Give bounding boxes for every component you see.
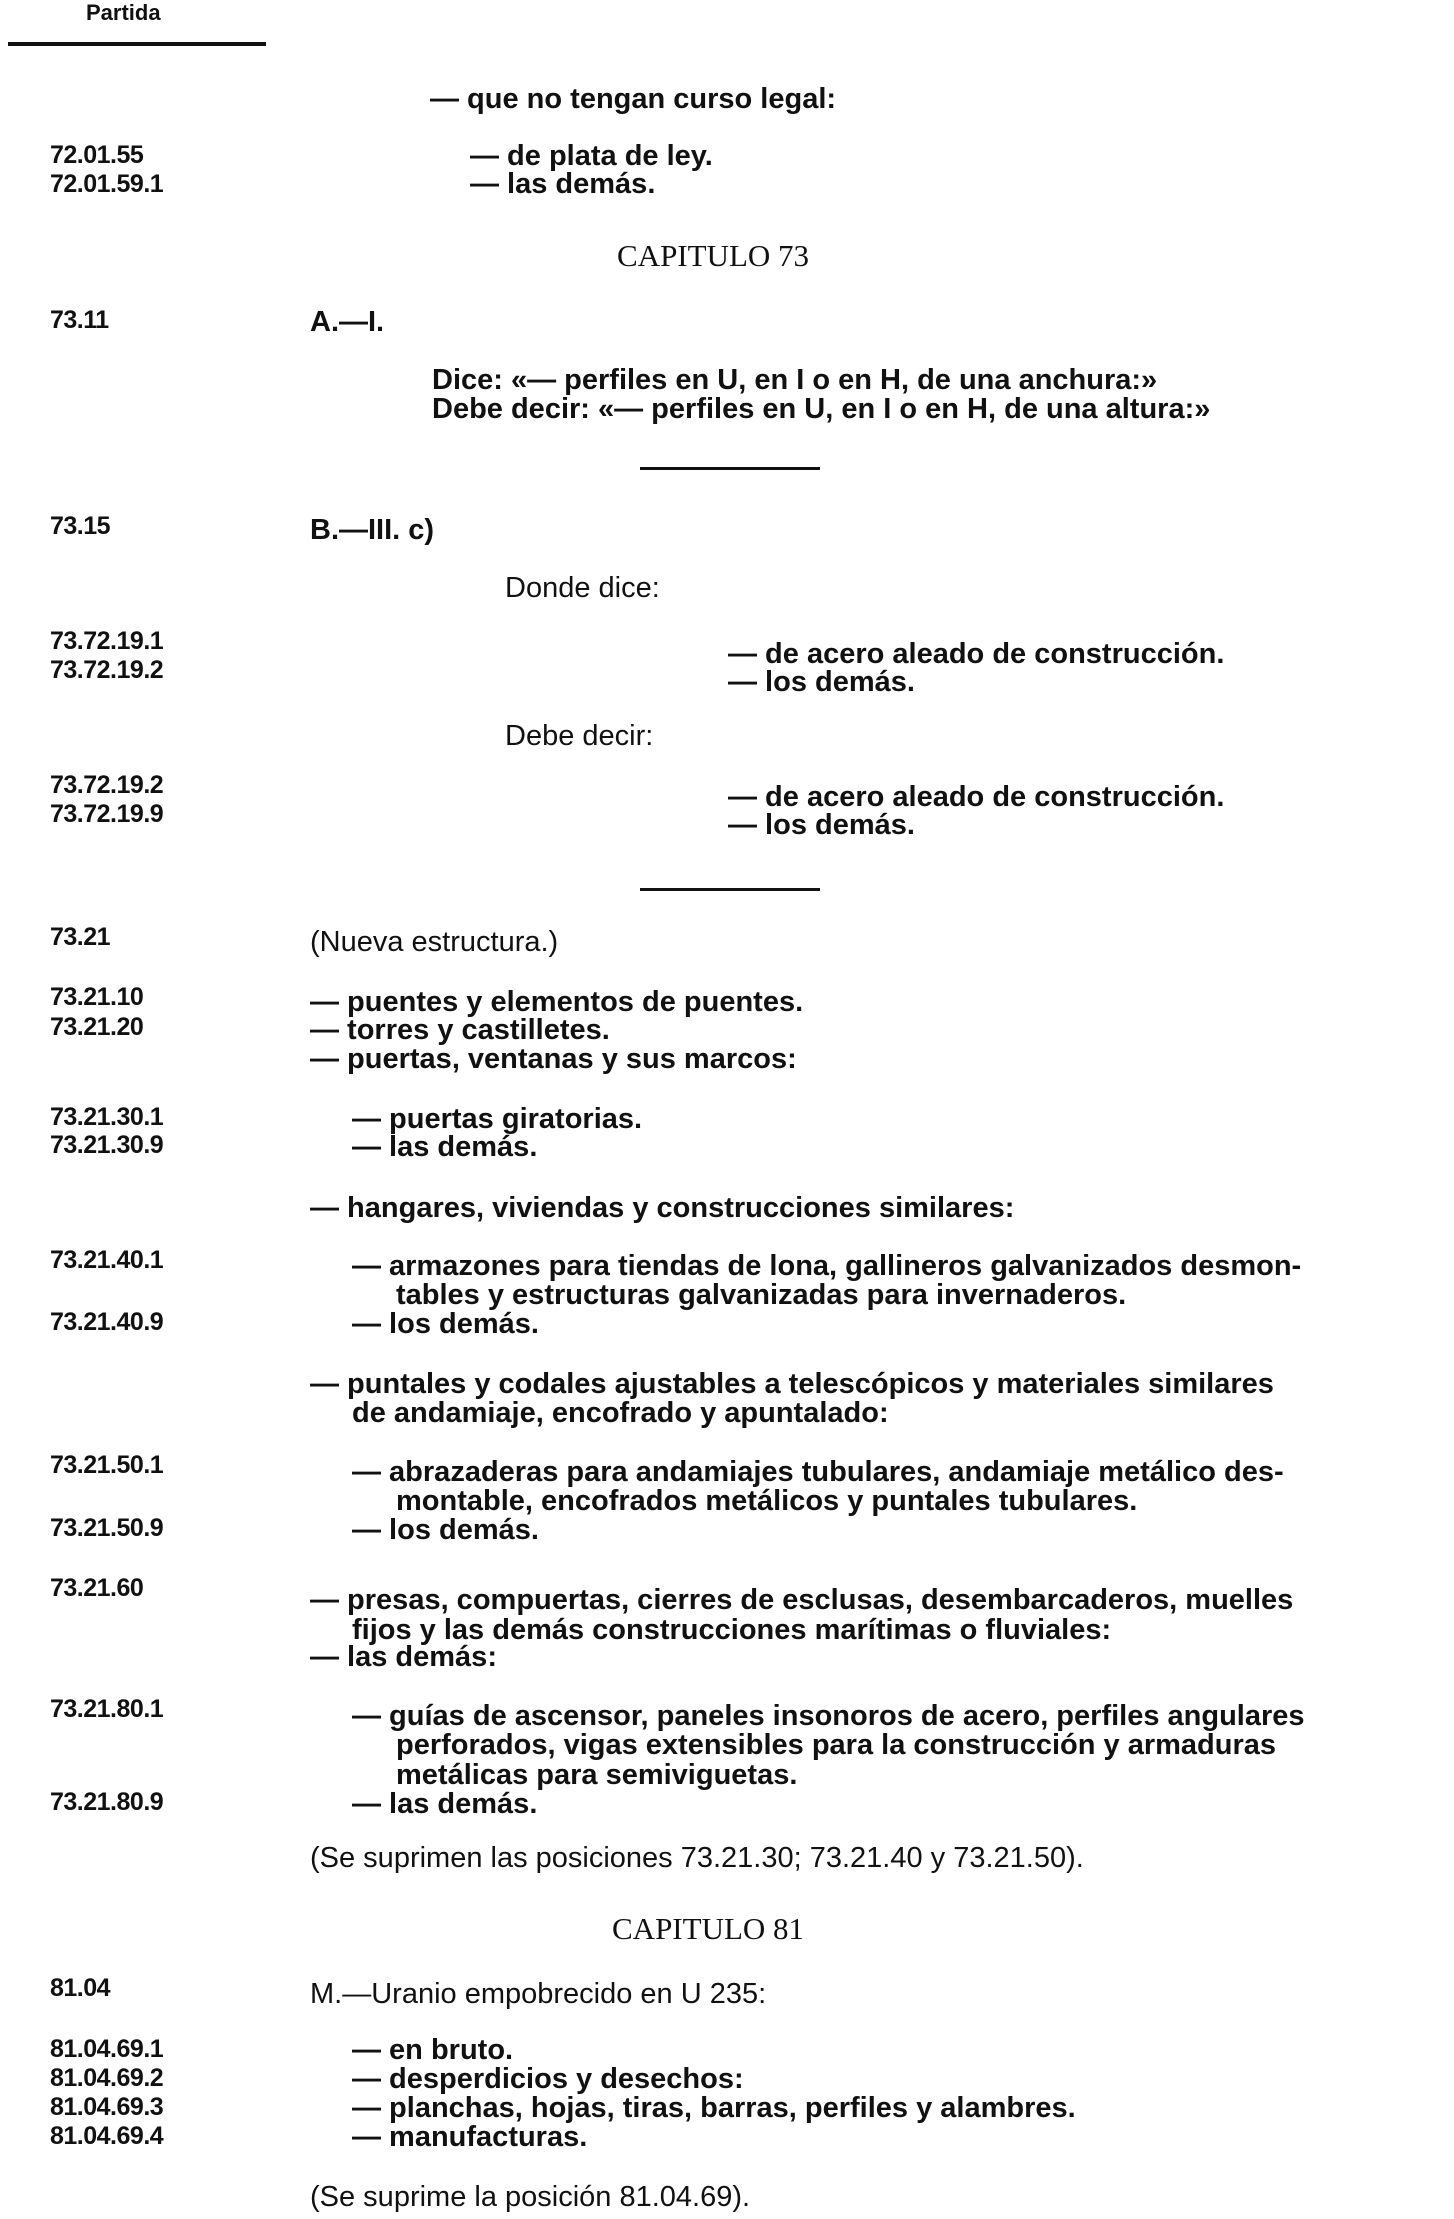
r501-line2: montable, encofrados metálicos y puntales tubulares. bbox=[396, 1485, 1138, 1517]
ch81-text-1: — en bruto. bbox=[352, 2034, 514, 2066]
p7321-note: (Se suprimen las posiciones 73.21.30; 73.21.40 y 73.21.50). bbox=[310, 1842, 1084, 1874]
r401-code: 73.21.40.1 bbox=[50, 1246, 164, 1274]
r501-line1: — abrazaderas para andamiajes tubulares, andamiaje metálico des- bbox=[352, 1456, 1284, 1488]
separator-2 bbox=[640, 888, 820, 891]
p7315-b-code-2: 73.72.19.9 bbox=[50, 800, 164, 828]
r809-text: — las demás. bbox=[352, 1788, 538, 1820]
p7311-label: A.—I. bbox=[310, 306, 385, 338]
r509-code: 73.21.50.9 bbox=[50, 1514, 164, 1542]
r301-text: — puertas giratorias. bbox=[352, 1103, 643, 1135]
p7315-b-text-2: — los demás. bbox=[728, 809, 915, 841]
r20-text: — torres y castilletes. bbox=[310, 1014, 610, 1046]
p7315-donde-dice: Donde dice: bbox=[505, 572, 660, 604]
p7321-label: (Nueva estructura.) bbox=[310, 926, 559, 958]
r10-text: — puentes y elementos de puentes. bbox=[310, 986, 804, 1018]
r60-line1: — presas, compuertas, cierres de esclusas, desembarcaderos, muelles bbox=[310, 1584, 1294, 1616]
hangares-heading: — hangares, viviendas y construcciones similares: bbox=[310, 1192, 1015, 1224]
ch81-text-3: — planchas, hojas, tiras, barras, perfiles y alambres. bbox=[352, 2092, 1076, 2124]
p7311-dice: Dice: «— perfiles en U, en I o en H, de una anchura:» bbox=[432, 364, 1158, 396]
puntales-line2: de andamiaje, encofrado y apuntalado: bbox=[352, 1397, 889, 1429]
r809-code: 73.21.80.9 bbox=[50, 1788, 164, 1816]
r801-line2: perforados, vigas extensibles para la construcción y armaduras bbox=[396, 1729, 1277, 1761]
r60-code: 73.21.60 bbox=[50, 1574, 144, 1602]
p7315-debe-decir: Debe decir: bbox=[505, 720, 654, 752]
ch72-intro: — que no tengan curso legal: bbox=[430, 83, 837, 115]
ch81-code-3: 81.04.69.3 bbox=[50, 2093, 164, 2121]
r301-code: 73.21.30.1 bbox=[50, 1103, 164, 1131]
p7315-b-text-1: — de acero aleado de construcción. bbox=[728, 781, 1225, 813]
r509-text: — los demás. bbox=[352, 1514, 539, 1546]
r801-line3: metálicas para semiviguetas. bbox=[396, 1759, 798, 1791]
ch81-code-4: 81.04.69.4 bbox=[50, 2122, 164, 2150]
r60-line2: fijos y las demás construcciones marítimas o fluviales: bbox=[352, 1614, 1112, 1646]
p7311-code: 73.11 bbox=[50, 306, 109, 334]
p7315-a-text-1: — de acero aleado de construcción. bbox=[728, 638, 1225, 670]
chapter-81-title: CAPITULO 81 bbox=[612, 1911, 805, 1946]
column-header-partida: Partida bbox=[86, 0, 161, 25]
r501-code: 73.21.50.1 bbox=[50, 1451, 164, 1479]
ch81-code: 81.04 bbox=[50, 1974, 111, 2002]
p7321-code: 73.21 bbox=[50, 923, 111, 951]
p7315-code: 73.15 bbox=[50, 512, 111, 540]
ch81-code-2: 81.04.69.2 bbox=[50, 2064, 164, 2092]
r409-text: — los demás. bbox=[352, 1308, 539, 1340]
ch81-note: (Se suprime la posición 81.04.69). bbox=[310, 2181, 751, 2213]
r401-line2: tables y estructuras galvanizadas para invernaderos. bbox=[396, 1279, 1127, 1311]
las-demas-heading: — las demás: bbox=[310, 1641, 497, 1673]
ch81-code-1: 81.04.69.1 bbox=[50, 2035, 164, 2063]
p7315-label: B.—III. c) bbox=[310, 514, 435, 546]
ch72-text-1: — de plata de ley. bbox=[470, 140, 713, 172]
puntales-line1: — puntales y codales ajustables a telescópicos y materiales similares bbox=[310, 1368, 1274, 1400]
p7315-a-text-2: — los demás. bbox=[728, 666, 915, 698]
chapter-73-title: CAPITULO 73 bbox=[617, 238, 810, 273]
r10-code: 73.21.10 bbox=[50, 983, 144, 1011]
ch81-text-2: — desperdicios y desechos: bbox=[352, 2063, 744, 2095]
r409-code: 73.21.40.9 bbox=[50, 1308, 164, 1336]
p7315-b-code-1: 73.72.19.2 bbox=[50, 771, 164, 799]
ch72-code-1: 72.01.55 bbox=[50, 141, 144, 169]
r801-line1: — guías de ascensor, paneles insonoros de acero, perfiles angulares bbox=[352, 1700, 1305, 1732]
r401-line1: — armazones para tiendas de lona, gallineros galvanizados desmon- bbox=[352, 1250, 1302, 1282]
r309-code: 73.21.30.9 bbox=[50, 1131, 164, 1159]
r801-code: 73.21.80.1 bbox=[50, 1695, 164, 1723]
ch72-code-2: 72.01.59.1 bbox=[50, 170, 164, 198]
ch72-text-2: — las demás. bbox=[470, 168, 656, 200]
header-rule bbox=[8, 42, 266, 46]
p7311-debe: Debe decir: «— perfiles en U, en I o en H, de una altura:» bbox=[432, 393, 1211, 425]
ch81-label: M.—Uranio empobrecido en U 235: bbox=[310, 1978, 767, 2010]
r309-text: — las demás. bbox=[352, 1131, 538, 1163]
r20-code: 73.21.20 bbox=[50, 1013, 144, 1041]
ch81-text-4: — manufacturas. bbox=[352, 2121, 588, 2153]
puertas-heading: — puertas, ventanas y sus marcos: bbox=[310, 1043, 797, 1075]
p7315-a-code-2: 73.72.19.2 bbox=[50, 656, 164, 684]
separator-1 bbox=[640, 467, 820, 470]
p7315-a-code-1: 73.72.19.1 bbox=[50, 627, 164, 655]
